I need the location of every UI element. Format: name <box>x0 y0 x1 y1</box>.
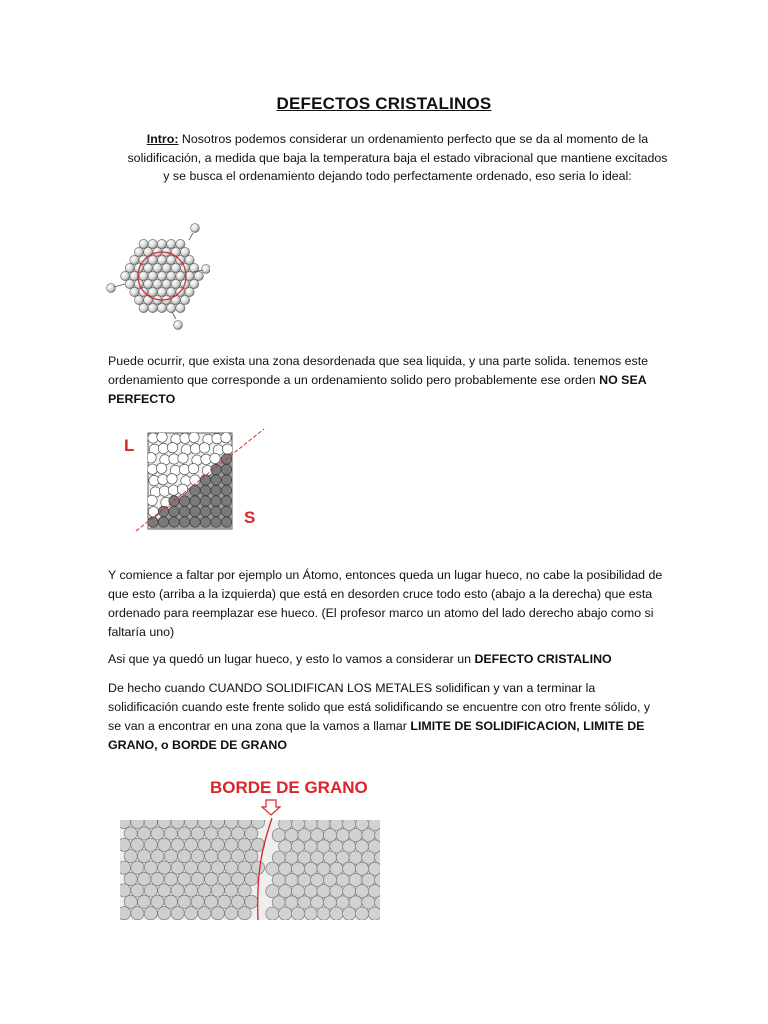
paragraph-missing-atom-text: Y comience a faltar por ejemplo un Átomo, entonces queda un lugar hueco, no cabe la posibilidad de que esto (arriba a la izquierda) que está en desorden cruce todo esto (abajo a la derecha) que esta ordenado para reemplazar ese hueco. (El profesor marco un atomo del lado derecho abajo como si faltaría uno) <box>108 568 663 639</box>
grain-atom-right <box>330 907 343 920</box>
grain-atom-left <box>164 850 177 863</box>
grain-atom-left <box>138 850 151 863</box>
grain-atom-left <box>225 907 238 920</box>
solid-atom <box>179 506 189 516</box>
grain-atom-left <box>184 861 197 874</box>
cluster-atoms <box>107 224 210 330</box>
solid-atom <box>211 517 221 527</box>
atom <box>144 279 153 288</box>
grain-atom-left <box>231 850 244 863</box>
atom <box>171 247 180 256</box>
atom <box>130 287 139 296</box>
grain-atom-left <box>158 861 171 874</box>
grain-atom-left <box>178 850 191 863</box>
grain-atom-left <box>205 850 218 863</box>
atom <box>148 239 157 248</box>
atom <box>134 295 143 304</box>
liquid-atom <box>222 444 232 454</box>
atom <box>185 287 194 296</box>
solid-atom <box>221 464 231 474</box>
grain-atom-left <box>245 850 258 863</box>
grain-atom-left <box>124 850 137 863</box>
atom <box>162 279 171 288</box>
atom <box>167 255 176 264</box>
atom <box>153 263 162 272</box>
solid-atom <box>211 464 221 474</box>
paragraph-grain-boundary <box>108 679 663 755</box>
liquid-solid-svg <box>114 425 284 535</box>
grain-atom-left <box>191 850 204 863</box>
down-arrow-icon <box>262 800 280 815</box>
grain-atom-left <box>218 827 231 840</box>
intro-label: Intro: <box>146 132 179 146</box>
grain-atom-left <box>158 884 171 897</box>
grain-atom-left <box>178 895 191 908</box>
atom <box>139 303 148 312</box>
grain-atom-left <box>191 895 204 908</box>
intro-text: Nosotros podemos considerar un ordenamiento perfecto que se da al momento de la solidificación, a medida que baja la temperatura baja el estado vibracional que mantiene excitados y se busca el ordenamiento dejando todo perfectamente ordenado, eso seria lo ideal: <box>127 132 668 183</box>
atom <box>180 247 189 256</box>
atom <box>171 263 180 272</box>
grain-atom-left <box>178 872 191 885</box>
solid-label: S <box>244 508 256 527</box>
atom <box>148 255 157 264</box>
solid-atom <box>190 517 200 527</box>
document-title: DEFECTOS CRISTALINOS <box>276 94 492 113</box>
atom <box>148 271 157 280</box>
grain-atom-left <box>171 884 184 897</box>
grain-atom-left <box>211 907 224 920</box>
solid-atom <box>221 506 231 516</box>
paragraph-defect-bold: DEFECTO CRISTALINO <box>474 652 612 666</box>
grain-atom-left <box>218 895 231 908</box>
grain-atom-left <box>238 884 251 897</box>
grain-atom-left <box>144 815 157 828</box>
grain-atom-left <box>158 815 171 828</box>
grain-atom-left <box>158 838 171 851</box>
grain-atom-right <box>381 840 386 853</box>
grain-atom-left <box>117 861 130 874</box>
liquid-atom <box>167 474 177 484</box>
grain-atom-left <box>151 827 164 840</box>
free-atom <box>107 284 116 293</box>
grain-atom-left <box>251 861 264 874</box>
grain-atom-left <box>205 872 218 885</box>
atom <box>167 287 176 296</box>
liquid-solid-figure <box>114 425 284 535</box>
grain-atom-left <box>191 872 204 885</box>
grain-atom-right <box>381 817 386 830</box>
grain-atom-right <box>343 907 356 920</box>
atom <box>139 239 148 248</box>
atom <box>176 239 185 248</box>
atom <box>157 287 166 296</box>
solid-atom <box>190 506 200 516</box>
grain-atom-right <box>381 862 386 875</box>
grain-atom-left <box>245 872 258 885</box>
liquid-atom <box>146 453 156 463</box>
liquid-atom <box>157 432 167 442</box>
grain-atom-left <box>131 815 144 828</box>
solid-atom <box>211 475 221 485</box>
grain-atom-left <box>164 827 177 840</box>
atom <box>167 271 176 280</box>
grain-atom-left <box>151 895 164 908</box>
grain-atom-left <box>238 815 251 828</box>
atom <box>167 239 176 248</box>
grain-atom-left <box>238 838 251 851</box>
paragraph-liquid-solid <box>108 352 663 409</box>
grain-atom-left <box>184 815 197 828</box>
atom <box>171 295 180 304</box>
grain-atom-left <box>225 884 238 897</box>
liquid-atom <box>199 443 209 453</box>
solid-atom <box>158 517 168 527</box>
grain-atom-left <box>131 861 144 874</box>
solid-atom <box>211 496 221 506</box>
grain-atom-left <box>211 815 224 828</box>
grain-atom-left <box>164 872 177 885</box>
grain-atom-left <box>144 884 157 897</box>
solid-atom <box>200 485 210 495</box>
grain-atom-left <box>198 907 211 920</box>
solid-atom <box>211 506 221 516</box>
grain-atom-left <box>245 827 258 840</box>
grain-boundary-label: BORDE DE GRANO <box>210 778 368 797</box>
liquid-atom <box>148 507 158 517</box>
grain-atom-left <box>205 827 218 840</box>
atom <box>176 271 185 280</box>
grain-atom-right <box>381 907 386 920</box>
paragraph-liquid-solid-text: Puede ocurrir, que exista una zona desordenada que sea liquida, y una parte solida. tenemos este ordenamiento que corresponde a un ordenamiento solido pero probablemente ese orden <box>108 354 649 387</box>
atom <box>171 279 180 288</box>
grain-atom-right <box>368 907 381 920</box>
atom <box>167 303 176 312</box>
grain-atom-left <box>131 907 144 920</box>
free-atom <box>191 224 200 233</box>
grain-atom-left <box>124 872 137 885</box>
atom <box>144 263 153 272</box>
grain-atom-left <box>184 884 197 897</box>
grain-atom-left <box>184 838 197 851</box>
interface-atoms <box>146 432 233 527</box>
intro-paragraph <box>125 130 670 186</box>
grain-atom-left <box>178 827 191 840</box>
atom <box>162 263 171 272</box>
grain-atom-left <box>151 850 164 863</box>
free-atom <box>202 265 210 274</box>
solid-atom <box>221 485 231 495</box>
grain-atom-left <box>198 815 211 828</box>
solid-atom <box>200 475 210 485</box>
grain-atom-left <box>198 884 211 897</box>
solid-atom <box>148 517 158 527</box>
grain-atom-left <box>231 895 244 908</box>
grain-atom-right <box>355 907 368 920</box>
atom <box>125 263 134 272</box>
grain-atom-left <box>117 884 130 897</box>
atom <box>144 247 153 256</box>
grain-atom-left <box>211 838 224 851</box>
solid-atom <box>179 517 189 527</box>
grain-atom-right <box>381 885 386 898</box>
grain-atom-left <box>117 815 130 828</box>
grain-atom-left <box>151 872 164 885</box>
grain-atom-left <box>138 827 151 840</box>
solid-atom <box>221 517 231 527</box>
grain-atom-left <box>131 838 144 851</box>
liquid-atom <box>210 453 220 463</box>
grain-atom-left <box>211 861 224 874</box>
atom <box>134 247 143 256</box>
grain-atom-left <box>124 827 137 840</box>
crystal-cluster-svg <box>106 215 210 341</box>
free-atom <box>174 321 183 330</box>
grain-atom-left <box>171 815 184 828</box>
liquid-atom <box>189 432 199 442</box>
paragraph-grain-boundary-bold: LIMITE DE SOLIDIFICACION, LIMITE DE GRANO, o BORDE DE GRANO <box>108 719 645 752</box>
atom <box>153 279 162 288</box>
solid-atom <box>221 475 231 485</box>
grain-atom-right <box>304 907 317 920</box>
liquid-atom <box>221 433 231 443</box>
paragraph-defect-text: Asi que ya quedó un lugar hueco, y esto lo vamos a considerar un <box>108 652 475 666</box>
solid-atom <box>190 485 200 495</box>
liquid-label: L <box>124 436 135 455</box>
paragraph-missing-atom <box>108 566 663 642</box>
grain-atom-left <box>211 884 224 897</box>
grain-atom-left <box>225 815 238 828</box>
solid-atom <box>190 496 200 506</box>
solid-atom <box>179 496 189 506</box>
liquid-atom <box>178 453 188 463</box>
grain-atom-left <box>144 907 157 920</box>
grain-atom-right <box>279 907 292 920</box>
atom <box>144 295 153 304</box>
atom <box>148 303 157 312</box>
atom <box>139 271 148 280</box>
grain-atom-left <box>245 895 258 908</box>
grain-atom-left <box>117 838 130 851</box>
atom <box>180 295 189 304</box>
grain-boundary-figure <box>106 772 386 924</box>
paragraph-liquid-solid-bold: NO SEA PERFECTO <box>108 373 647 406</box>
grain-atom-left <box>171 907 184 920</box>
liquid-atom <box>167 442 177 452</box>
atom <box>148 287 157 296</box>
liquid-atom <box>188 463 198 473</box>
grain-atoms <box>117 815 386 920</box>
grain-atom-left <box>251 815 264 828</box>
liquid-atom <box>156 463 166 473</box>
paragraph-grain-boundary-text: De hecho cuando CUANDO SOLIDIFICAN LOS METALES solidifican y van a terminar la solidificación cuando este frente solido que está solidificando se encuentre con otro frente sólido, y se van a encontrar en una zona que la vamos a llamar <box>108 681 651 733</box>
solid-atom <box>200 517 210 527</box>
atom <box>130 255 139 264</box>
solid-atom <box>221 496 231 506</box>
solid-atom <box>169 517 179 527</box>
grain-atom-left <box>171 838 184 851</box>
grain-atom-left <box>164 895 177 908</box>
grain-atom-left <box>171 861 184 874</box>
grain-atom-left <box>225 861 238 874</box>
grain-atom-left <box>138 895 151 908</box>
grain-atom-left <box>231 827 244 840</box>
liquid-atom <box>147 495 157 505</box>
grain-atom-left <box>218 850 231 863</box>
paragraph-defect <box>108 650 663 669</box>
atom <box>176 303 185 312</box>
grain-atom-right <box>291 907 304 920</box>
atom <box>125 279 134 288</box>
atom <box>121 271 130 280</box>
grain-atom-left <box>238 861 251 874</box>
liquid-atom <box>177 484 187 494</box>
grain-atom-left <box>144 861 157 874</box>
grain-atom-left <box>117 907 130 920</box>
grain-atom-left <box>218 872 231 885</box>
atom <box>157 255 166 264</box>
atom <box>157 303 166 312</box>
grain-atom-left <box>124 895 137 908</box>
crystal-cluster-figure <box>106 215 210 341</box>
grain-atom-right <box>317 907 330 920</box>
grain-atom-left <box>198 838 211 851</box>
grain-atom-left <box>158 907 171 920</box>
grain-atom-left <box>144 838 157 851</box>
grain-atom-left <box>238 907 251 920</box>
grain-atom-left <box>184 907 197 920</box>
solid-atom <box>211 485 221 495</box>
atom <box>194 271 203 280</box>
grain-atom-left <box>205 895 218 908</box>
atom <box>157 271 166 280</box>
solid-atom <box>200 496 210 506</box>
grain-atom-left <box>225 838 238 851</box>
atom <box>185 255 194 264</box>
solid-atom <box>200 506 210 516</box>
grain-atom-left <box>231 872 244 885</box>
grain-atom-left <box>138 872 151 885</box>
grain-atom-left <box>131 884 144 897</box>
grain-atom-left <box>191 827 204 840</box>
grain-atom-right <box>266 907 279 920</box>
grain-atom-left <box>198 861 211 874</box>
grain-boundary-svg <box>106 772 386 924</box>
atom <box>157 239 166 248</box>
solid-atom <box>169 506 179 516</box>
atom <box>190 279 199 288</box>
